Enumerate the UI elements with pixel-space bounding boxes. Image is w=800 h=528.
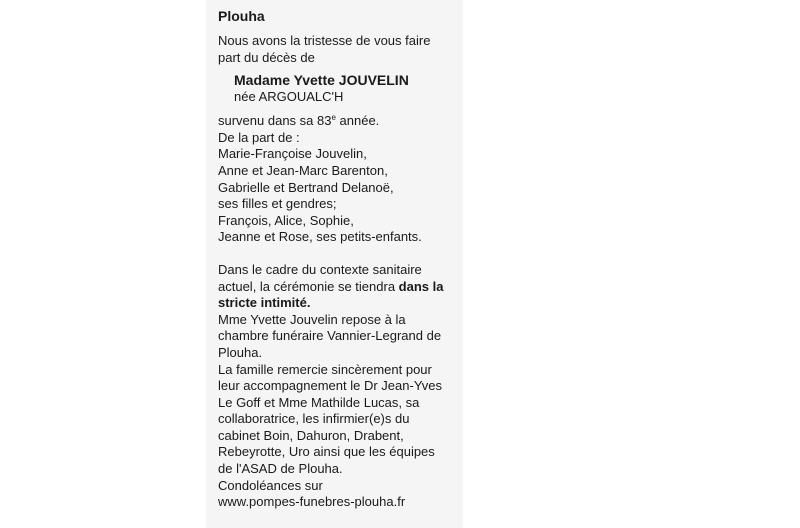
ceremony-line	[218, 279, 463, 296]
condolences-url: www.pompes-funebres-plouha.fr	[218, 494, 406, 510]
ceremony-emphasis: stricte intimité.	[218, 295, 311, 311]
body-line: chambre funéraire Vannier-Legrand de	[218, 328, 442, 344]
paragraph-gap	[218, 246, 463, 262]
family-line: François, Alice, Sophie,	[218, 212, 354, 228]
family-line: Marie-Françoise Jouvelin,	[218, 146, 367, 162]
from-label: De la part de :	[218, 129, 300, 145]
family-line: ses filles et gendres;	[218, 196, 337, 212]
intro-text	[218, 33, 463, 66]
town-heading: Plouha	[218, 8, 265, 24]
body-line: Mme Yvette Jouvelin repose à la	[218, 311, 406, 327]
age-text-end: année.	[335, 113, 380, 129]
body-line: collaboratrice, les infirmier(e)s du	[218, 411, 410, 427]
body-line: Le Goff et Mme Mathilde Lucas, sa	[218, 394, 420, 410]
age-line	[218, 113, 463, 130]
intro-line: part du décès de	[218, 49, 315, 65]
ceremony-text: actuel, la cérémonie se tiendra	[218, 278, 399, 294]
condolences-label: Condoléances sur	[218, 477, 323, 493]
deceased-name: Madame Yvette JOUVELIN	[234, 72, 409, 89]
intro-line: Nous avons la tristesse de vous faire	[218, 33, 431, 48]
ceremony-line	[218, 295, 463, 312]
body-line: de l'ASAD de Plouha.	[218, 461, 343, 477]
ceremony-emphasis: dans la	[398, 278, 444, 294]
age-text: survenu dans sa 83	[218, 113, 332, 129]
maiden-name: née ARGOUALC'H	[234, 89, 344, 105]
body-line: Rebeyrotte, Uro ainsi que les équipes	[218, 444, 435, 460]
age-superscript: e	[331, 113, 336, 123]
body-line: cabinet Boin, Dahuron, Drabent,	[218, 427, 404, 443]
family-line: Anne et Jean-Marc Barenton,	[218, 162, 388, 178]
body-line: Plouha.	[218, 344, 263, 360]
body-line: La famille remercie sincèrement pour	[218, 361, 432, 377]
obituary-notice	[206, 0, 463, 528]
body-line: leur accompagnement le Dr Jean-Yves	[218, 378, 443, 394]
family-line: Gabrielle et Bertrand Delanoë,	[218, 179, 394, 195]
ceremony-line: Dans le cadre du contexte sanitaire	[218, 261, 422, 277]
deceased-block	[234, 72, 463, 105]
family-line: Jeanne et Rose, ses petits-enfants.	[218, 229, 422, 245]
